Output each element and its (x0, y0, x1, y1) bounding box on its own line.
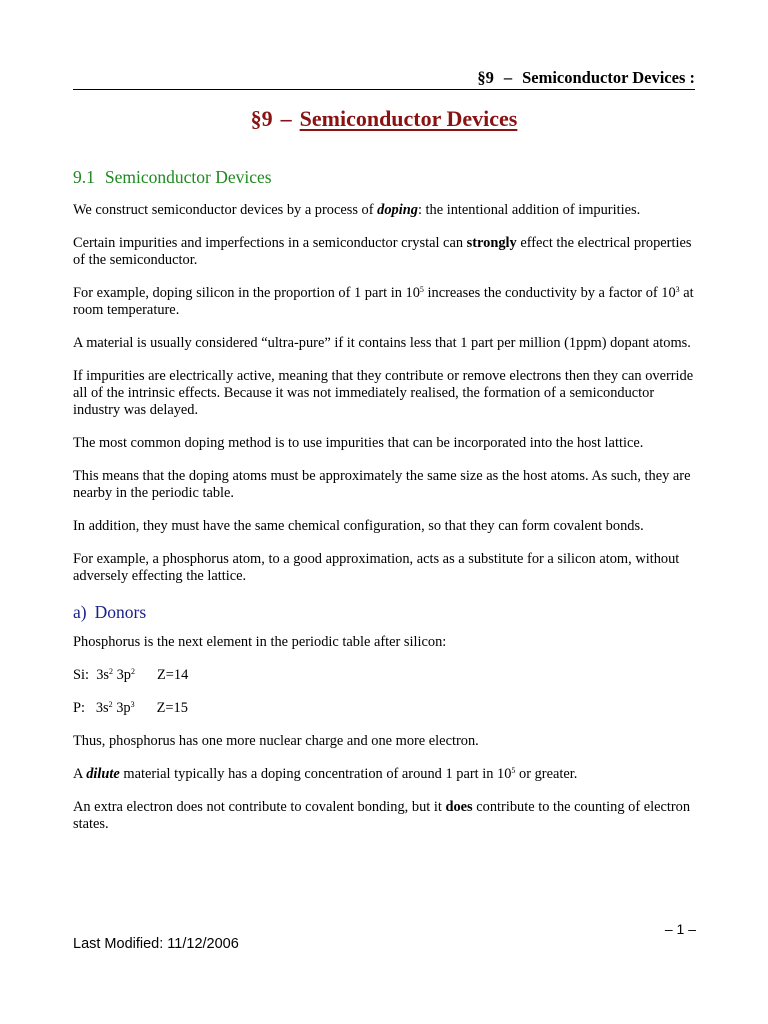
subsection-title: Donors (94, 602, 147, 622)
paragraph-impurities: Certain impurities and imperfections in a semiconductor crystal can strongly effect the electrical properties of the semiconductor. (73, 235, 692, 268)
paragraph-dilute: A dilute material typically has a doping concentration of around 1 part in $10^5$ or greater. (73, 766, 578, 782)
paragraph-example-conductivity: For example, doping silicon in the proportion of 1 part in $10^5$ increases the conductivity by a factor of $10^3$ at room temperature. (73, 285, 694, 318)
formula-phosphorus: P: $3s^2$ $3p^3$ Z=15 (73, 700, 188, 716)
subsection-label: a) (73, 602, 87, 622)
subsection-heading (73, 601, 703, 623)
paragraph-electrically-active: If impurities are electrically active, meaning that they contribute or remove electrons then they can override all of the intrinsic effects. Because it was not immediately realised, the formation of a semiconductor industry was delayed. (73, 368, 694, 418)
paragraph-chemical-configuration: In addition, they must have the same chemical configuration, so that they can form covalent bonds. (73, 518, 644, 534)
title-dash: – (280, 106, 292, 131)
paragraph-ultra-pure: A material is usually considered “ultra-pure” if it contains less that 1 part per million (1ppm) dopant atoms. (73, 335, 691, 351)
header-section-mark: §9 (477, 68, 494, 87)
page-number: – 1 – (664, 921, 696, 937)
paragraph-atom-size: This means that the doping atoms must be approximately the same size as the host atoms. As such, they are nearby in the periodic table. (73, 468, 691, 501)
section-number: 9.1 (73, 167, 95, 187)
section-heading (73, 166, 703, 188)
paragraph-doping-method: The most common doping method is to use impurities that can be incorporated into the host lattice. (73, 435, 644, 451)
footer-last-modified: Last Modified: 11/12/2006 (73, 936, 239, 952)
title-section-mark: §9 (250, 106, 273, 131)
paragraph-phosphorus-example: For example, a phosphorus atom, to a good approximation, acts as a substitute for a silicon atom, without adversely effecting the lattice. (73, 551, 680, 584)
paragraph-phosphorus-next: Phosphorus is the next element in the periodic table after silicon: (73, 634, 447, 650)
formula-silicon: Si: $3s^2$ $3p^2$ Z=14 (73, 667, 189, 683)
title-text: Semiconductor Devices (299, 106, 518, 131)
document-body (73, 166, 703, 849)
running-header (73, 68, 695, 90)
paragraph-nuclear-charge: Thus, phosphorus has one more nuclear charge and one more electron. (73, 733, 479, 749)
paragraph-extra-electron: An extra electron does not contribute to covalent bonding, but it does contribute to the counting of electron states. (73, 799, 691, 832)
paragraph-doping: We construct semiconductor devices by a process of doping: the intentional addition of impurities. (73, 202, 641, 218)
page-title (0, 104, 768, 134)
section-title: Semiconductor Devices (104, 167, 272, 187)
header-dash: – (503, 68, 513, 87)
header-title: Semiconductor Devices : (522, 68, 695, 87)
